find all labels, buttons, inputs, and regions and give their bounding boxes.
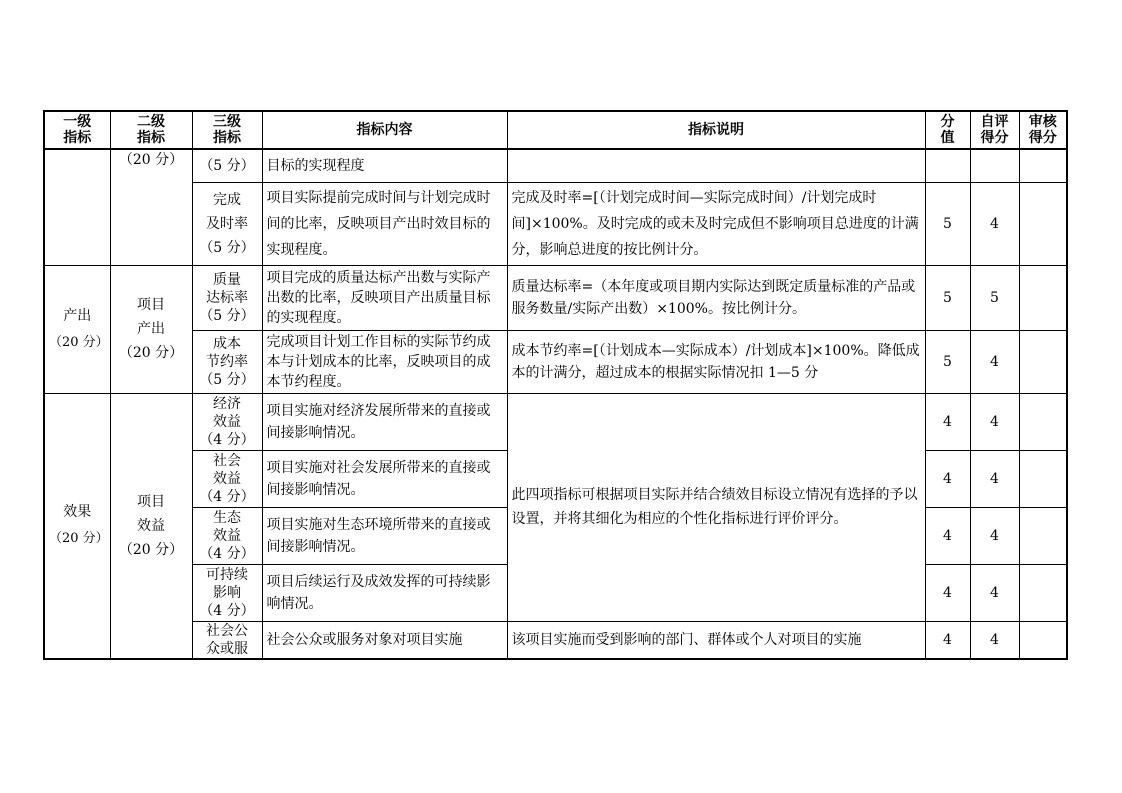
shared-explanation-cell: 此四项指标可根据项目实际并结合绩效目标设立情况有选择的予以设置，并将其细化为相应的个性化指标进行评价评分。 xyxy=(507,393,925,621)
self-eval-cell: 4 xyxy=(970,182,1019,265)
score-cell: 4 xyxy=(925,621,970,659)
self-eval-cell: 5 xyxy=(970,265,1019,330)
level3-cell: 社会 效益 （4 分） xyxy=(192,450,262,507)
level3-cell: 生态 效益 （4 分） xyxy=(192,507,262,564)
level3-cell: 质量 达标率 （5 分） xyxy=(192,265,262,330)
audit-cell[interactable] xyxy=(1019,621,1067,659)
content-cell: 项目实施对生态环境所带来的直接或间接影响情况。 xyxy=(262,507,507,564)
level3-cell: 经济 效益 （4 分） xyxy=(192,393,262,450)
audit-cell[interactable] xyxy=(1019,507,1067,564)
level1-cell: 产出 （20 分） xyxy=(44,265,110,393)
audit-cell[interactable] xyxy=(1019,149,1067,182)
content-cell: 社会公众或服务对象对项目实施 xyxy=(262,621,507,659)
explanation-cell: 质量达标率=（本年度或项目期内实际达到既定质量标准的产品或服务数量/实际产出数）×100%。按比例计分。 xyxy=(507,265,925,330)
level3-cell: 成本 节约率 （5 分） xyxy=(192,330,262,393)
self-eval-cell xyxy=(970,149,1019,182)
score-cell xyxy=(925,149,970,182)
audit-cell[interactable] xyxy=(1019,564,1067,621)
level2-cell: （20 分） xyxy=(110,149,192,265)
level1-cell-empty xyxy=(44,149,110,265)
audit-cell[interactable] xyxy=(1019,265,1067,330)
self-eval-cell: 4 xyxy=(970,564,1019,621)
content-cell: 项目实际提前完成时间与计划完成时间的比率，反映项目产出时效目标的实现程度。 xyxy=(262,182,507,265)
score-cell: 4 xyxy=(925,393,970,450)
header-content: 指标内容 xyxy=(262,111,507,149)
header-row xyxy=(44,111,1067,149)
content-cell: 项目后续运行及成效发挥的可持续影响情况。 xyxy=(262,564,507,621)
table-row xyxy=(44,182,1067,265)
header-level1: 一级 指标 xyxy=(44,111,110,149)
level3-cell: （5 分） xyxy=(192,149,262,182)
content-cell: 目标的实现程度 xyxy=(262,149,507,182)
audit-cell[interactable] xyxy=(1019,182,1067,265)
header-self-eval: 自评 得分 xyxy=(970,111,1019,149)
level1-cell: 效果 （20 分） xyxy=(44,393,110,659)
indicator-table xyxy=(43,110,1068,660)
level2-cell: 项目 产出 （20 分） xyxy=(110,265,192,393)
score-cell: 4 xyxy=(925,564,970,621)
content-cell: 项目实施对经济发展所带来的直接或间接影响情况。 xyxy=(262,393,507,450)
level3-cell: 可持续 影响 （4 分） xyxy=(192,564,262,621)
table-row xyxy=(44,393,1067,450)
audit-cell[interactable] xyxy=(1019,393,1067,450)
explanation-cell: 该项目实施而受到影响的部门、群体或个人对项目的实施 xyxy=(507,621,925,659)
header-score: 分 值 xyxy=(925,111,970,149)
table-row xyxy=(44,621,1067,659)
audit-cell[interactable] xyxy=(1019,450,1067,507)
header-audit: 审核 得分 xyxy=(1019,111,1067,149)
level3-cell: 完成 及时率 （5 分） xyxy=(192,182,262,265)
content-cell: 完成项目计划工作目标的实际节约成本与计划成本的比率，反映项目的成本节约程度。 xyxy=(262,330,507,393)
explanation-cell: 成本节约率=[（计划成本—实际成本）/计划成本]×100%。降低成本的计满分，超过成本的根据实际情况扣 1—5 分 xyxy=(507,330,925,393)
level3-cell: 社会公 众或服 xyxy=(192,621,262,659)
audit-cell[interactable] xyxy=(1019,330,1067,393)
explanation-cell: 完成及时率=[（计划完成时间—实际完成时间）/计划完成时间]×100%。及时完成的或未及时完成但不影响项目总进度的计满分，影响总进度的按比例计分。 xyxy=(507,182,925,265)
header-level2: 二级 指标 xyxy=(110,111,192,149)
content-cell: 项目实施对社会发展所带来的直接或间接影响情况。 xyxy=(262,450,507,507)
self-eval-cell: 4 xyxy=(970,507,1019,564)
self-eval-cell: 4 xyxy=(970,450,1019,507)
score-cell: 5 xyxy=(925,182,970,265)
table-row xyxy=(44,265,1067,330)
score-cell: 5 xyxy=(925,265,970,330)
score-cell: 5 xyxy=(925,330,970,393)
score-cell: 4 xyxy=(925,507,970,564)
level2-cell: 项目 效益 （20 分） xyxy=(110,393,192,659)
self-eval-cell: 4 xyxy=(970,330,1019,393)
table-row xyxy=(44,330,1067,393)
self-eval-cell: 4 xyxy=(970,393,1019,450)
self-eval-cell: 4 xyxy=(970,621,1019,659)
score-cell: 4 xyxy=(925,450,970,507)
content-cell: 项目完成的质量达标产出数与实际产出数的比率，反映项目产出质量目标的实现程度。 xyxy=(262,265,507,330)
header-explanation: 指标说明 xyxy=(507,111,925,149)
explanation-cell xyxy=(507,149,925,182)
header-level3: 三级 指标 xyxy=(192,111,262,149)
table-row xyxy=(44,149,1067,182)
